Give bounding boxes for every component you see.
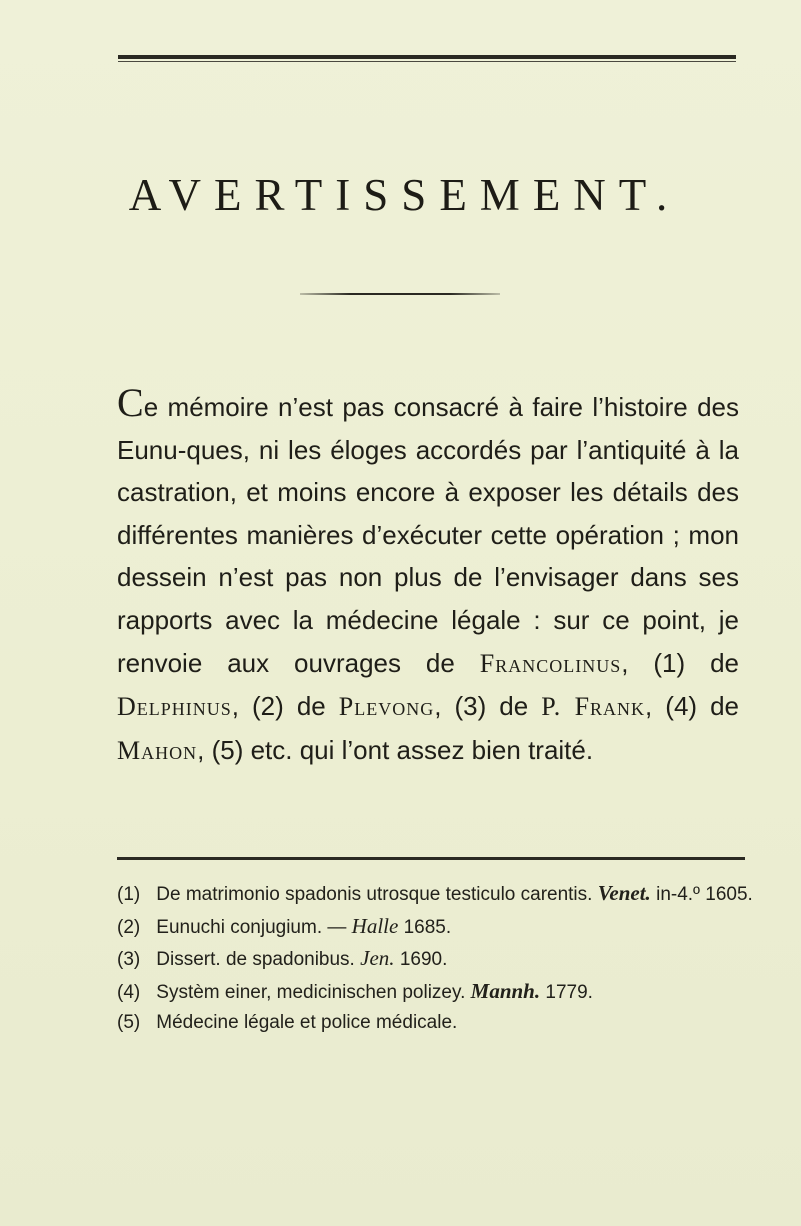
footnote-place: Mannh. (470, 978, 541, 1003)
footnote-text: Dissert. de spadonibus. (156, 949, 355, 970)
footnote-place: Halle (351, 913, 399, 938)
footnote (117, 943, 757, 976)
footnote (117, 878, 757, 911)
footnote-number: (1) (117, 884, 141, 905)
main-paragraph (117, 380, 740, 772)
footnote-detail: 1690. (399, 949, 448, 970)
page-title: AVERTISSEMENT. (128, 170, 681, 220)
footnote-number: (2) (117, 916, 141, 938)
footnote-text: De matrimonio spadonis utrosque testiculo carentis. (156, 884, 593, 905)
footnote-place: Jen. (360, 946, 395, 970)
paragraph-text-4: , (3) de (434, 691, 542, 722)
drop-cap: C (117, 380, 144, 425)
paragraph-text-6: , (5) etc. qui l’ont assez bien traité. (197, 734, 594, 765)
footnote-detail: in-4.º 1605. (656, 884, 753, 905)
footnote (117, 976, 757, 1009)
footnote-number: (3) (117, 949, 141, 970)
paragraph-text-3: , (2) de (231, 691, 339, 722)
footnotes (117, 878, 757, 1039)
top-rule (118, 55, 736, 59)
paragraph-text-1: e mémoire n’est pas consacré à faire l’histoire des Eunu-ques, ni les éloges accordés par l’antiquité à la castration, et moins encore à exposer les détails des différentes manières d’exécuter cette opération ; mon dessein n’est pas non plus de l’envisager dans ses rapports avec la médecine légale : sur ce point, je renvoie aux ouvrages de (117, 392, 739, 678)
footnote-detail: 1685. (403, 916, 452, 938)
author-frank: P. Frank (541, 692, 646, 722)
author-delphinus: Delphinus (117, 692, 232, 722)
footnote-text: Médecine légale et police médicale. (156, 1012, 458, 1033)
author-mahon: Mahon (117, 735, 198, 765)
ornamental-rule (300, 293, 500, 295)
author-francolinus: Francolinus (479, 648, 622, 678)
footnote-rule (117, 857, 745, 860)
paragraph-text-2: , (1) de (621, 647, 739, 678)
footnote-text: Eunuchi conjugium. — (156, 916, 347, 938)
author-plevong: Plevong (338, 692, 435, 722)
footnote (117, 911, 757, 944)
footnote-number: (5) (117, 1012, 141, 1033)
footnote (117, 1008, 757, 1039)
footnote-text: Systèm einer, medicinischen polizey. (156, 981, 466, 1003)
top-rule-thin (118, 61, 736, 62)
footnote-place: Venet. (597, 881, 651, 905)
footnote-number: (4) (117, 981, 141, 1003)
footnote-detail: 1779. (545, 981, 593, 1003)
paragraph-text-5: , (4) de (645, 691, 740, 722)
